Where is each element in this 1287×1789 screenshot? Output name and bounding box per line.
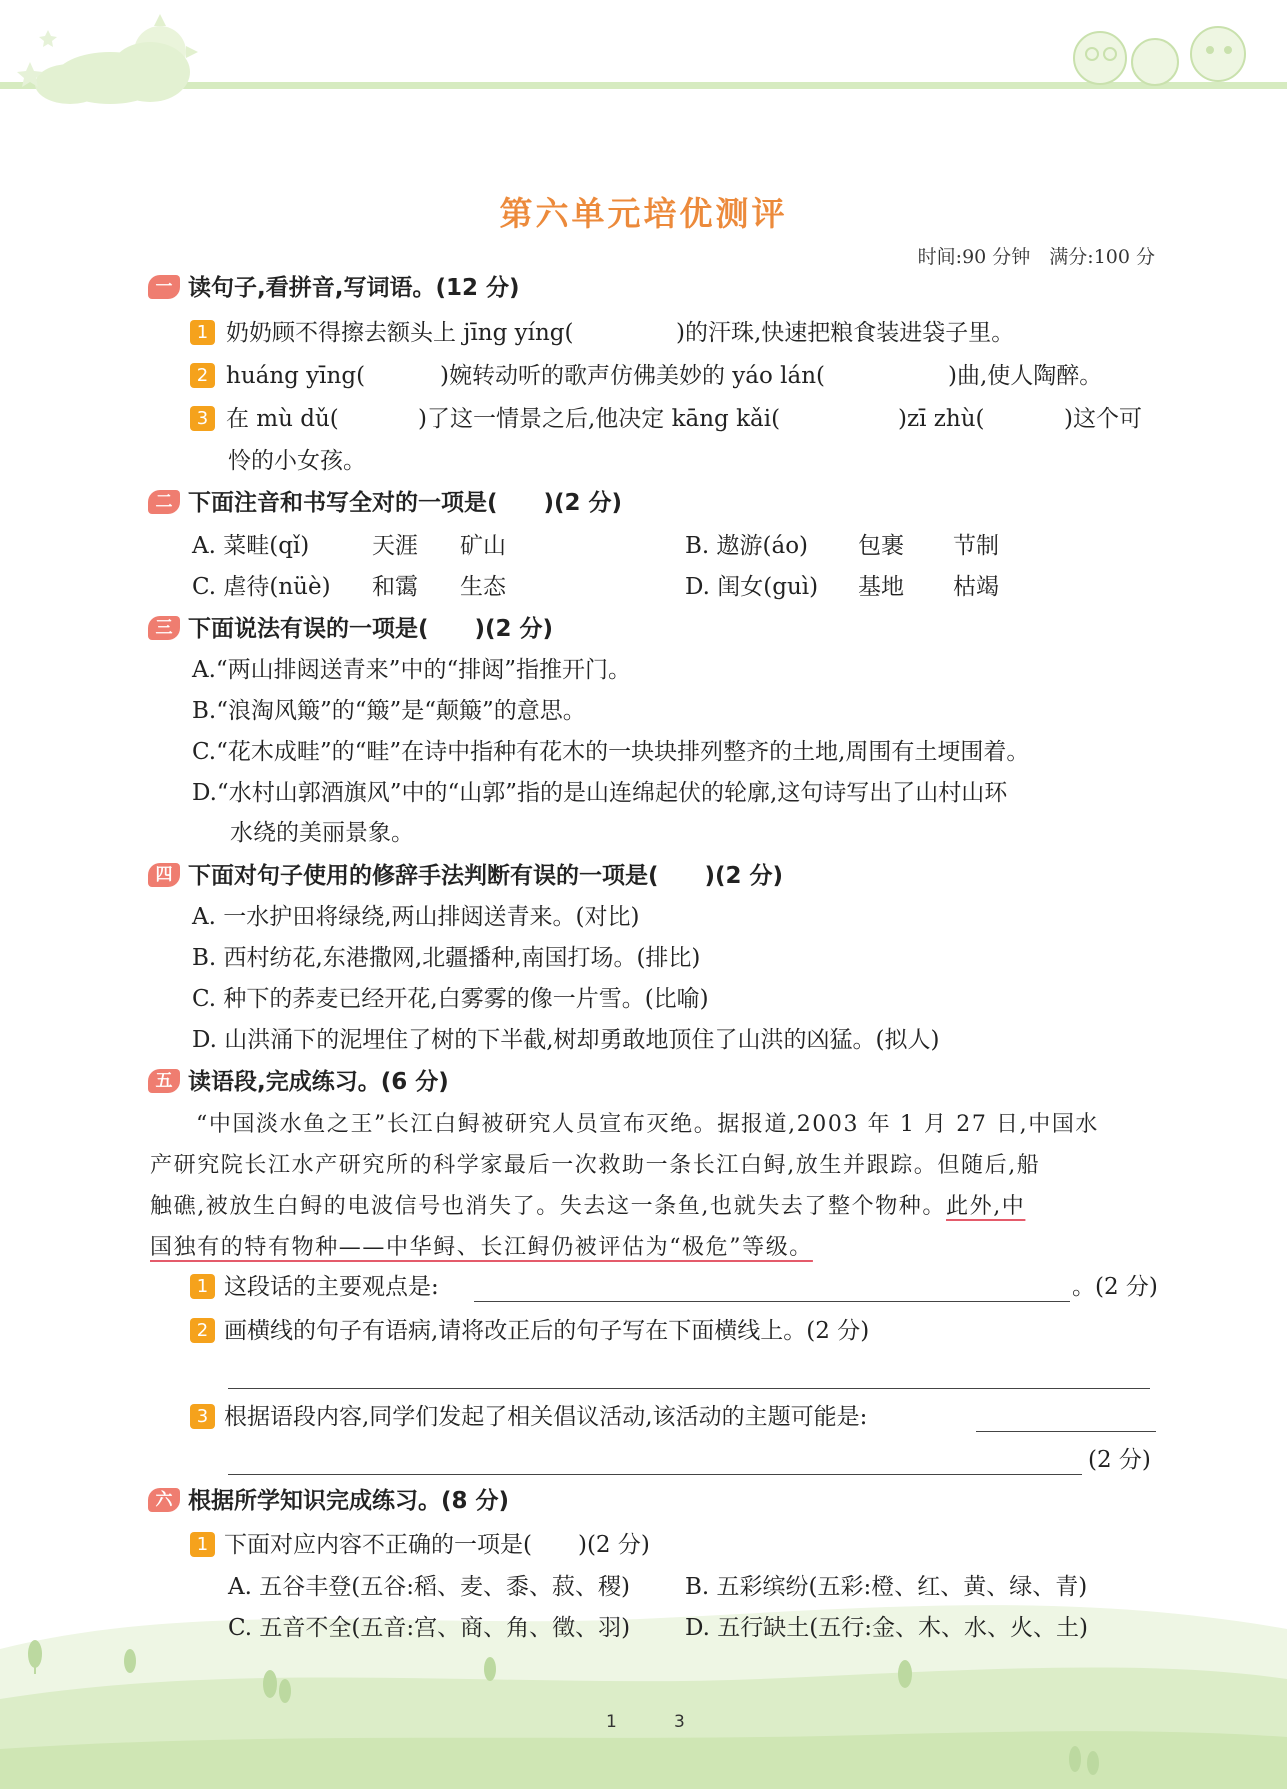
answer-line-1[interactable] <box>474 1301 1070 1302</box>
answer-line-3a[interactable] <box>976 1431 1156 1432</box>
reading-passage: “中国淡水鱼之王”长江白鲟被研究人员宣布灭绝。据报道,2003 年 1 月 27 日,中国水 产研究院长江水产研究所的科学家最后一次救助一条长江白鲟,放生并跟踪。但随后,船 触礁,被放生白鲟的电波信号也消失了。失去这一条鱼,也就失去了整个物种。此外,中 国独有的特有物种——中华鲟、长江鲟仍被评估为“极危”等级。 <box>150 1112 1100 1260</box>
s3-option-a[interactable]: A.“两山排闼送青来”中的“排闼”指推开门。 <box>192 657 631 683</box>
s4-option-a[interactable]: A. 一水护田将绿绕,两山排闼送青来。(对比) <box>192 904 640 930</box>
underlined-sentence: 此外,中 <box>946 1194 1026 1219</box>
question-badge: 1 <box>190 1532 215 1557</box>
s1-q3-part-a: 在 mù dǔ( <box>226 406 339 432</box>
section-2-heading: 二 下面注音和书写全对的一项是( )(2 分) <box>148 487 622 519</box>
s5-question-1: 1 这段话的主要观点是: <box>190 1272 439 1302</box>
page-number-right: 3 <box>674 1712 685 1732</box>
section-badge: 三 <box>148 616 180 640</box>
section-badge: 一 <box>148 275 180 299</box>
page-title: 第六单元培优测评 <box>499 194 788 233</box>
section-badge: 六 <box>148 1488 180 1512</box>
s5-q3-score: (2 分) <box>1088 1447 1151 1473</box>
question-badge: 1 <box>190 1274 215 1299</box>
header-decoration <box>0 0 1287 120</box>
s6-question-1: 1 下面对应内容不正确的一项是( )(2 分) <box>190 1530 650 1560</box>
question-badge: 3 <box>190 1404 215 1429</box>
s6-option-c[interactable]: C. 五音不全(五音:宫、商、角、徵、羽) <box>228 1615 631 1641</box>
s1-q1-part-a: 奶奶顾不得擦去额头上 jīng yíng( <box>226 320 574 346</box>
question-badge: 3 <box>190 406 215 431</box>
s6-option-d[interactable]: D. 五行缺土(五行:金、木、水、火、土) <box>685 1615 1088 1641</box>
s1-q3-part-d: )这个可 <box>1064 406 1142 432</box>
s1-q3-part-e: 怜的小女孩。 <box>228 448 366 474</box>
section-badge: 五 <box>148 1069 180 1093</box>
question-badge: 2 <box>190 363 215 388</box>
question-badge: 1 <box>190 320 215 345</box>
section-5-heading: 五 读语段,完成练习。(6 分) <box>148 1066 449 1098</box>
answer-line-2[interactable] <box>228 1388 1150 1389</box>
s1-question-2 <box>190 361 224 391</box>
s4-option-b[interactable]: B. 西村纺花,东港撒网,北疆播种,南国打场。(排比) <box>192 945 701 971</box>
question-badge: 2 <box>190 1318 215 1343</box>
time-info: 时间:90 分钟 满分:100 分 <box>917 246 1155 268</box>
s3-option-d[interactable]: D.“水村山郭酒旗风”中的“山郭”指的是山连绵起伏的轮廓,这句诗写出了山村山环 <box>192 780 1008 806</box>
section-3-heading: 三 下面说法有误的一项是( )(2 分) <box>148 613 553 645</box>
s5-question-2: 2 画横线的句子有语病,请将改正后的句子写在下面横线上。(2 分) <box>190 1316 869 1346</box>
s3-option-b[interactable]: B.“浪淘风簸”的“簸”是“颠簸”的意思。 <box>192 698 586 724</box>
s4-option-d[interactable]: D. 山洪涌下的泥埋住了树的下半截,树却勇敢地顶住了山洪的凶猛。(拟人) <box>192 1027 940 1053</box>
section-4-heading: 四 下面对句子使用的修辞手法判断有误的一项是( )(2 分) <box>148 860 783 892</box>
section-6-heading: 六 根据所学知识完成练习。(8 分) <box>148 1485 509 1517</box>
underlined-sentence-cont: 国独有的特有物种——中华鲟、长江鲟仍被评估为“极危”等级。 <box>150 1235 813 1260</box>
s1-q2-part-a: huáng yīng( <box>226 363 366 389</box>
footer-decoration <box>0 1559 1287 1789</box>
s5-question-3: 3 根据语段内容,同学们发起了相关倡议活动,该活动的主题可能是: <box>190 1402 867 1432</box>
s6-option-a[interactable]: A. 五谷丰登(五谷:稻、麦、黍、菽、稷) <box>228 1574 630 1600</box>
section-badge: 四 <box>148 863 180 887</box>
cloud-icon <box>35 42 190 104</box>
s5-q1-score: 。(2 分) <box>1072 1274 1158 1300</box>
s1-question-1 <box>190 318 224 348</box>
s1-q2-part-b: )婉转动听的歌声仿佛美妙的 yáo lán( <box>440 363 826 389</box>
s6-option-b[interactable]: B. 五彩缤纷(五彩:橙、红、黄、绿、青) <box>685 1574 1088 1600</box>
animal-faces-icon <box>1074 27 1245 85</box>
page-number-left: 1 <box>606 1712 617 1732</box>
answer-line-3b[interactable] <box>228 1474 1082 1475</box>
s4-option-c[interactable]: C. 种下的荞麦已经开花,白雾雾的像一片雪。(比喻) <box>192 986 709 1012</box>
s1-q2-part-c: )曲,使人陶醉。 <box>948 363 1103 389</box>
s1-q1-part-b: )的汗珠,快速把粮食装进袋子里。 <box>676 320 1015 346</box>
s3-option-c[interactable]: C.“花木成畦”的“畦”在诗中指种有花木的一块块排列整齐的土地,周围有土埂围着。 <box>192 739 1030 765</box>
section-badge: 二 <box>148 490 180 514</box>
s1-question-3 <box>190 404 224 434</box>
section-1-heading: 一 读句子,看拼音,写词语。(12 分) <box>148 272 520 304</box>
s1-q3-part-b: )了这一情景之后,他决定 kāng kǎi( <box>418 406 781 432</box>
s1-q3-part-c: )zī zhù( <box>898 406 985 432</box>
s3-option-d-cont: 水绕的美丽景象。 <box>230 820 414 846</box>
